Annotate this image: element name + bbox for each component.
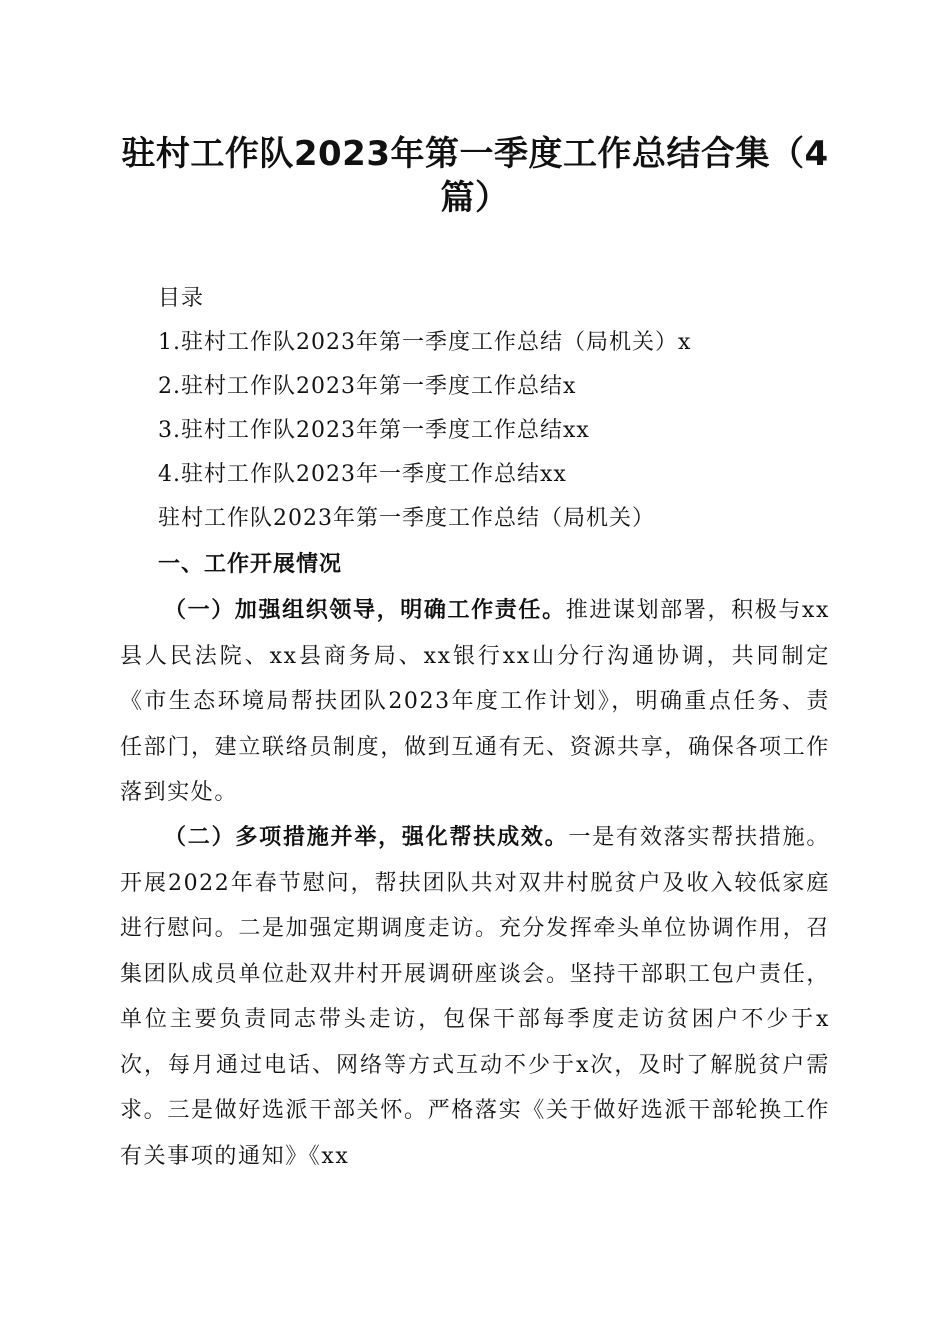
table-of-contents (158, 277, 858, 541)
document-title-line-2: 篇） (440, 178, 510, 218)
toc-item-3[interactable]: 3.驻村工作队2023年第一季度工作总结xx (158, 418, 590, 443)
section-heading: 一、工作开展情况 (158, 552, 343, 577)
paragraph-text-1: 推进谋划部署，积极与xx县人民法院、xx县商务局、xx银行xx山分行沟通协调，共同制定《市生态环境局帮扶团队2023年度工作计划》，明确重点任务、责任部门，建立联络员制度，做到互通有无、资源共享，确保各项工作落到实处。 (120, 598, 831, 805)
document-title-line-1: 驻村工作队2023年第一季度工作总结合集（4 (121, 134, 829, 174)
body-paragraph-2 (120, 815, 830, 1179)
body-paragraph-1 (120, 588, 830, 816)
toc-item-2[interactable]: 2.驻村工作队2023年第一季度工作总结x (158, 374, 577, 399)
paragraph-lead-1: （一）加强组织领导，明确工作责任。 (164, 598, 566, 623)
article-title: 驻村工作队2023年第一季度工作总结（局机关） (158, 506, 655, 531)
document-title (110, 132, 840, 220)
toc-heading: 目录 (158, 286, 205, 311)
paragraph-lead-2: （二）多项措施并举，强化帮扶成效。 (164, 825, 569, 850)
paragraph-text-2: 一是有效落实帮扶措施。开展2022年春节慰问，帮扶团队共对双井村脱贫户及收入较低家庭进行慰问。二是加强定期调度走访。充分发挥牵头单位协调作用，召集团队成员单位赴双井村开展调研座谈会。坚持干部职工包户责任，单位主要负责同志带头走访，包保干部每季度走访贫困户不少于x次，每月通过电话、网络等方式互动不少于x次，及时了解脱贫户需求。三是做好选派干部关怀。严格落实《关于做好选派干部轮换工作有关事项的通知》《xx (120, 825, 830, 1169)
toc-item-4[interactable]: 4.驻村工作队2023年一季度工作总结xx (158, 462, 567, 487)
toc-item-1[interactable]: 1.驻村工作队2023年第一季度工作总结（局机关）x (158, 330, 692, 355)
